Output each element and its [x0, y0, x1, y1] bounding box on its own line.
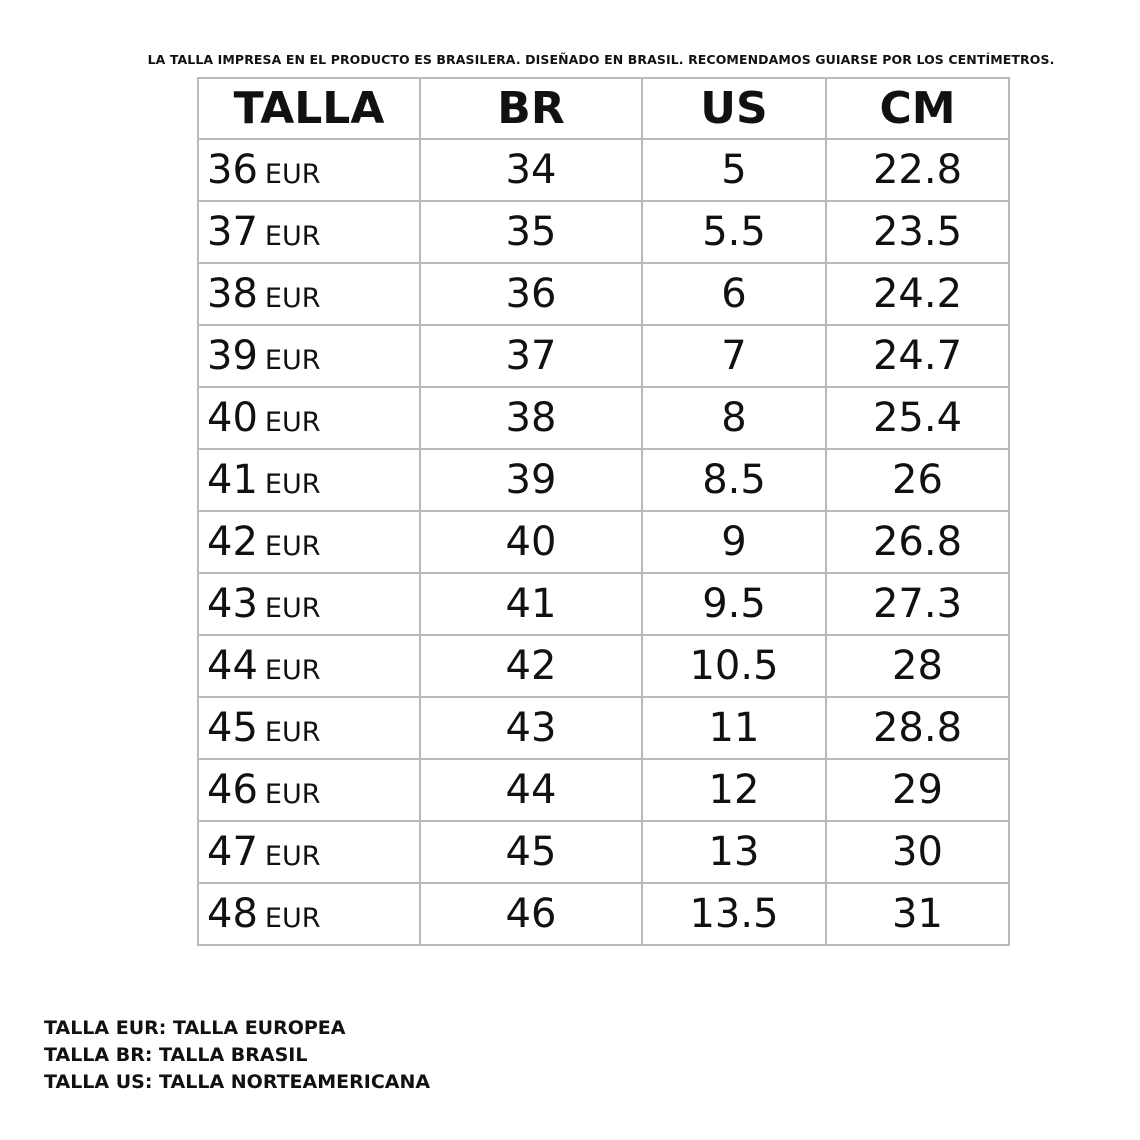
cm-cell: 27.3: [826, 573, 1009, 635]
eur-size: 46: [207, 767, 258, 813]
us-cell: 8.5: [642, 449, 826, 511]
cm-cell: 29: [826, 759, 1009, 821]
table-row: [198, 201, 1009, 263]
table-row: [198, 139, 1009, 201]
br-cell: 46: [420, 883, 642, 945]
eur-size: 38: [207, 271, 258, 317]
size-chart-table: [197, 77, 1010, 946]
eur-suffix: EUR: [264, 717, 321, 748]
eur-suffix: EUR: [264, 531, 321, 562]
header-cm: CM: [826, 78, 1009, 139]
table-row: [198, 883, 1009, 945]
header-talla: TALLA: [198, 78, 420, 139]
cm-cell: 24.2: [826, 263, 1009, 325]
talla-cell: [198, 759, 420, 821]
eur-suffix: EUR: [264, 345, 321, 376]
eur-suffix: EUR: [264, 407, 321, 438]
eur-size: 48: [207, 891, 258, 937]
talla-cell: [198, 263, 420, 325]
br-cell: 45: [420, 821, 642, 883]
talla-cell: [198, 573, 420, 635]
us-cell: 11: [642, 697, 826, 759]
table-row: [198, 263, 1009, 325]
br-cell: 44: [420, 759, 642, 821]
eur-size: 40: [207, 395, 258, 441]
eur-suffix: EUR: [264, 655, 321, 686]
legend-item-eur: TALLA EUR: TALLA EUROPEA: [44, 1017, 346, 1039]
talla-cell: [198, 635, 420, 697]
header-us: US: [642, 78, 826, 139]
us-cell: 13.5: [642, 883, 826, 945]
table-header-row: [198, 78, 1009, 139]
talla-cell: [198, 201, 420, 263]
eur-suffix: EUR: [264, 469, 321, 500]
br-cell: 34: [420, 139, 642, 201]
cm-cell: 22.8: [826, 139, 1009, 201]
table-row: [198, 759, 1009, 821]
eur-size: 42: [207, 519, 258, 565]
eur-suffix: EUR: [264, 779, 321, 810]
us-cell: 9.5: [642, 573, 826, 635]
eur-size: 44: [207, 643, 258, 689]
talla-cell: [198, 697, 420, 759]
table-row: [198, 387, 1009, 449]
talla-cell: [198, 883, 420, 945]
legend-item-us: TALLA US: TALLA NORTEAMERICANA: [44, 1071, 431, 1093]
cm-cell: 30: [826, 821, 1009, 883]
table-row: [198, 635, 1009, 697]
table-row: [198, 325, 1009, 387]
size-notice: LA TALLA IMPRESA EN EL PRODUCTO ES BRASILERA. DISEÑADO EN BRASIL. RECOMENDAMOS GUIARSE POR LOS CENTÍMETROS.: [147, 52, 1055, 67]
us-cell: 5.5: [642, 201, 826, 263]
us-cell: 12: [642, 759, 826, 821]
table-row: [198, 573, 1009, 635]
eur-suffix: EUR: [264, 593, 321, 624]
eur-suffix: EUR: [264, 221, 321, 252]
table-row: [198, 821, 1009, 883]
eur-size: 37: [207, 209, 258, 255]
us-cell: 8: [642, 387, 826, 449]
eur-size: 41: [207, 457, 258, 503]
us-cell: 10.5: [642, 635, 826, 697]
talla-cell: [198, 511, 420, 573]
eur-suffix: EUR: [264, 159, 321, 190]
eur-suffix: EUR: [264, 283, 321, 314]
talla-cell: [198, 325, 420, 387]
cm-cell: 26: [826, 449, 1009, 511]
us-cell: 6: [642, 263, 826, 325]
talla-cell: [198, 449, 420, 511]
cm-cell: 28: [826, 635, 1009, 697]
us-cell: 5: [642, 139, 826, 201]
table-row: [198, 449, 1009, 511]
eur-suffix: EUR: [264, 903, 321, 934]
eur-size: 39: [207, 333, 258, 379]
us-cell: 9: [642, 511, 826, 573]
eur-size: 43: [207, 581, 258, 627]
talla-cell: [198, 821, 420, 883]
br-cell: 38: [420, 387, 642, 449]
legend-item-br: TALLA BR: TALLA BRASIL: [44, 1044, 308, 1066]
talla-cell: [198, 139, 420, 201]
talla-cell: [198, 387, 420, 449]
br-cell: 43: [420, 697, 642, 759]
us-cell: 13: [642, 821, 826, 883]
cm-cell: 31: [826, 883, 1009, 945]
br-cell: 35: [420, 201, 642, 263]
eur-size: 36: [207, 147, 258, 193]
br-cell: 37: [420, 325, 642, 387]
header-br: BR: [420, 78, 642, 139]
cm-cell: 23.5: [826, 201, 1009, 263]
br-cell: 42: [420, 635, 642, 697]
cm-cell: 26.8: [826, 511, 1009, 573]
br-cell: 41: [420, 573, 642, 635]
size-legend: [44, 1015, 430, 1096]
table-row: [198, 511, 1009, 573]
br-cell: 36: [420, 263, 642, 325]
table-row: [198, 697, 1009, 759]
eur-suffix: EUR: [264, 841, 321, 872]
cm-cell: 25.4: [826, 387, 1009, 449]
us-cell: 7: [642, 325, 826, 387]
table-body: [198, 139, 1009, 945]
br-cell: 39: [420, 449, 642, 511]
cm-cell: 24.7: [826, 325, 1009, 387]
br-cell: 40: [420, 511, 642, 573]
eur-size: 45: [207, 705, 258, 751]
eur-size: 47: [207, 829, 258, 875]
cm-cell: 28.8: [826, 697, 1009, 759]
